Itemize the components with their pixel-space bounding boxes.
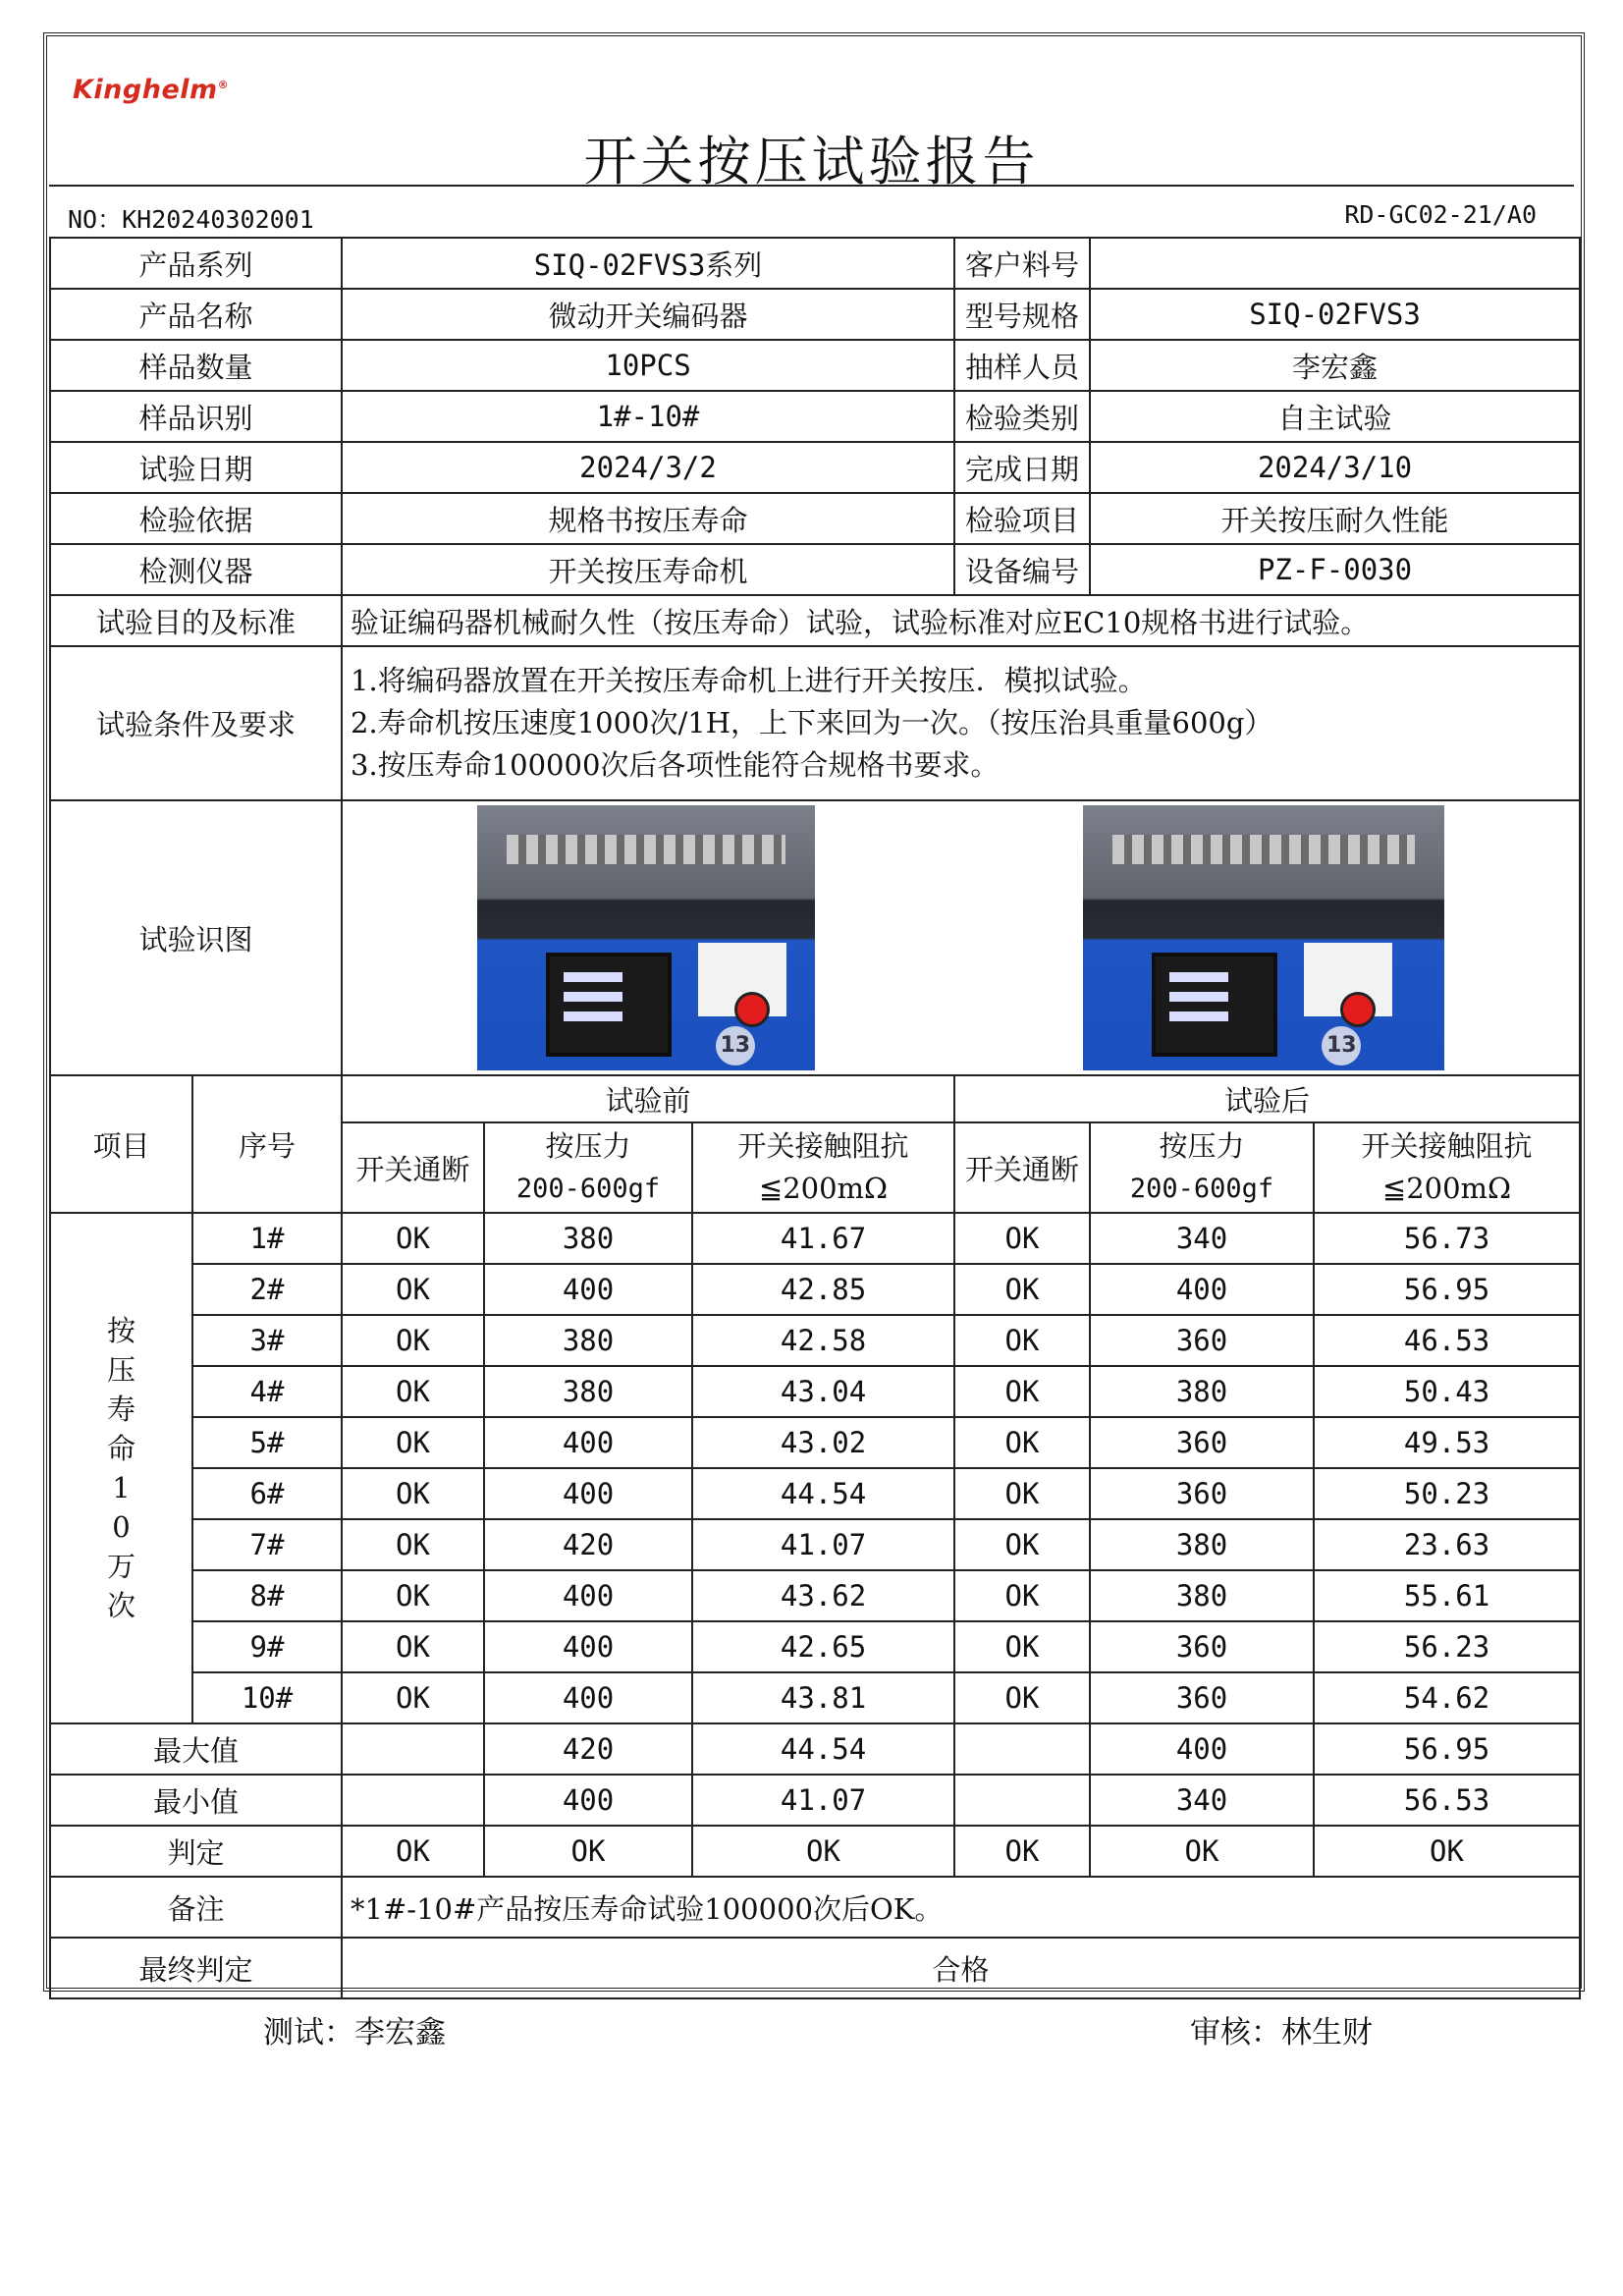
data-cell: 400 (484, 1570, 692, 1621)
data-cell: 43.81 (692, 1672, 954, 1723)
sample-qty-label: 样品数量 (50, 340, 342, 391)
table-row (50, 1213, 1580, 1264)
group-label-char: 万 (106, 1550, 135, 1583)
conditions-value (342, 646, 1580, 800)
data-cell: 380 (1090, 1519, 1314, 1570)
data-cell: OK (954, 1570, 1090, 1621)
data-cell: 56.95 (1314, 1264, 1580, 1315)
photo-badge: 13 (1322, 1026, 1361, 1066)
seq-cell: 9# (192, 1621, 342, 1672)
judge-cell: OK (692, 1826, 954, 1877)
group-label-char: 0 (112, 1510, 131, 1544)
condition-line: 2.寿命机按压速度1000次/1H，上下来回为一次。（按压治具重量600g） (351, 706, 1273, 739)
min-cell: 56.53 (1314, 1775, 1580, 1826)
reviewer-signature: 审核：林生财 (1190, 2015, 1373, 2050)
data-cell: OK (954, 1519, 1090, 1570)
photo-cell (342, 800, 1580, 1075)
data-cell: 380 (484, 1315, 692, 1366)
table-row (50, 1468, 1580, 1519)
sample-id-label: 样品识别 (50, 391, 342, 442)
data-cell: 43.02 (692, 1417, 954, 1468)
judge-cell: OK (954, 1826, 1090, 1877)
data-cell: 55.61 (1314, 1570, 1580, 1621)
before-header: 试验前 (342, 1075, 954, 1122)
equip-no-value: PZ-F-0030 (1090, 544, 1580, 595)
table-row (50, 1570, 1580, 1621)
data-cell: 400 (484, 1417, 692, 1468)
min-cell: 41.07 (692, 1775, 954, 1826)
min-cell: 340 (1090, 1775, 1314, 1826)
data-cell: 44.54 (692, 1468, 954, 1519)
sample-qty-value: 10PCS (342, 340, 954, 391)
data-cell: 46.53 (1314, 1315, 1580, 1366)
test-photo-before (477, 805, 815, 1070)
product-name-value: 微动开关编码器 (342, 289, 954, 340)
group-label (50, 1213, 192, 1723)
emergency-button-icon (734, 992, 770, 1027)
data-cell: 360 (1090, 1468, 1314, 1519)
photo-badge: 13 (716, 1026, 755, 1066)
data-cell: 50.43 (1314, 1366, 1580, 1417)
seq-cell: 3# (192, 1315, 342, 1366)
col-force: 按压力 200-600gf (1090, 1122, 1314, 1213)
equip-no-label: 设备编号 (954, 544, 1090, 595)
data-cell: OK (954, 1672, 1090, 1723)
inspect-type-label: 检验类别 (954, 391, 1090, 442)
data-cell: 380 (1090, 1366, 1314, 1417)
doc-code: RD-GC02-21/A0 (1344, 200, 1537, 229)
basis-label: 检验依据 (50, 493, 342, 544)
judge-label: 判定 (50, 1826, 342, 1877)
seq-cell: 5# (192, 1417, 342, 1468)
data-cell: 41.07 (692, 1519, 954, 1570)
data-cell: OK (342, 1417, 484, 1468)
seq-header: 序号 (192, 1075, 342, 1213)
judge-cell: OK (1090, 1826, 1314, 1877)
seq-cell: 6# (192, 1468, 342, 1519)
photo-label: 试验识图 (50, 800, 342, 1075)
table-row (50, 1519, 1580, 1570)
data-cell: OK (342, 1468, 484, 1519)
finish-date-value: 2024/3/10 (1090, 442, 1580, 493)
model-value: SIQ-02FVS3 (1090, 289, 1580, 340)
data-cell: 380 (484, 1366, 692, 1417)
min-label: 最小值 (50, 1775, 342, 1826)
min-cell (342, 1775, 484, 1826)
sampler-value: 李宏鑫 (1090, 340, 1580, 391)
data-cell: OK (342, 1570, 484, 1621)
item-value: 开关按压耐久性能 (1090, 493, 1580, 544)
data-cell: 420 (484, 1519, 692, 1570)
data-cell: OK (342, 1672, 484, 1723)
item-header: 项目 (50, 1075, 192, 1213)
report-title: 开关按压试验报告 (583, 131, 1040, 192)
data-cell: OK (954, 1264, 1090, 1315)
max-cell (342, 1723, 484, 1775)
max-label: 最大值 (50, 1723, 342, 1775)
product-name-label: 产品名称 (50, 289, 342, 340)
finish-date-label: 完成日期 (954, 442, 1090, 493)
data-cell: OK (342, 1264, 484, 1315)
data-cell: 380 (484, 1213, 692, 1264)
data-cell: OK (342, 1621, 484, 1672)
company-logo: Kinghelm® (73, 75, 230, 105)
data-cell: 56.73 (1314, 1213, 1580, 1264)
group-label-char: 1 (112, 1471, 131, 1504)
data-cell: OK (342, 1519, 484, 1570)
data-cell: OK (954, 1417, 1090, 1468)
data-cell: 340 (1090, 1213, 1314, 1264)
seq-cell: 10# (192, 1672, 342, 1723)
data-cell: 400 (484, 1468, 692, 1519)
purpose-value: 验证编码器机械耐久性（按压寿命）试验，试验标准对应EC10规格书进行试验。 (342, 595, 1580, 646)
data-cell: 360 (1090, 1417, 1314, 1468)
data-cell: 42.58 (692, 1315, 954, 1366)
judge-cell: OK (1314, 1826, 1580, 1877)
doc-number-row (49, 185, 1574, 239)
max-cell: 400 (1090, 1723, 1314, 1775)
table-row (50, 1264, 1580, 1315)
judge-cell: OK (484, 1826, 692, 1877)
final-label: 最终判定 (50, 1938, 342, 1998)
group-label-char: 压 (106, 1353, 135, 1387)
table-row (50, 1366, 1580, 1417)
data-cell: OK (954, 1213, 1090, 1264)
test-photo-after (1083, 805, 1444, 1070)
data-cell: 56.23 (1314, 1621, 1580, 1672)
instrument-label: 检测仪器 (50, 544, 342, 595)
data-cell: 360 (1090, 1315, 1314, 1366)
sampler-label: 抽样人员 (954, 340, 1090, 391)
remark-value: *1#-10#产品按压寿命试验100000次后OK。 (342, 1877, 1580, 1938)
test-date-value: 2024/3/2 (342, 442, 954, 493)
data-cell: 400 (1090, 1264, 1314, 1315)
basis-value: 规格书按压寿命 (342, 493, 954, 544)
min-cell (954, 1775, 1090, 1826)
data-cell: 41.67 (692, 1213, 954, 1264)
data-cell: 360 (1090, 1621, 1314, 1672)
seq-cell: 1# (192, 1213, 342, 1264)
group-label-char: 按 (106, 1314, 135, 1347)
seq-cell: 4# (192, 1366, 342, 1417)
sample-id-value: 1#-10# (342, 391, 954, 442)
data-cell: 380 (1090, 1570, 1314, 1621)
table-row (50, 1621, 1580, 1672)
data-cell: 43.62 (692, 1570, 954, 1621)
seq-cell: 7# (192, 1519, 342, 1570)
customer-pn-label: 客户料号 (954, 238, 1090, 289)
product-series-value: SIQ-02FVS3系列 (342, 238, 954, 289)
table-row (50, 1315, 1580, 1366)
seq-cell: 8# (192, 1570, 342, 1621)
col-res: 开关接触阻抗 ≦200mΩ (692, 1122, 954, 1213)
data-cell: 43.04 (692, 1366, 954, 1417)
customer-pn-value (1090, 238, 1580, 289)
data-cell: 54.62 (1314, 1672, 1580, 1723)
inspect-type-value: 自主试验 (1090, 391, 1580, 442)
judge-cell: OK (342, 1826, 484, 1877)
remark-label: 备注 (50, 1877, 342, 1938)
table-row (50, 1417, 1580, 1468)
data-cell: OK (342, 1315, 484, 1366)
data-cell: OK (954, 1468, 1090, 1519)
data-cell: 400 (484, 1672, 692, 1723)
doc-number: NO：KH20240302001 (68, 205, 314, 234)
seq-cell: 2# (192, 1264, 342, 1315)
min-cell: 400 (484, 1775, 692, 1826)
data-cell: 42.85 (692, 1264, 954, 1315)
table-row (50, 1672, 1580, 1723)
max-cell (954, 1723, 1090, 1775)
product-series-label: 产品系列 (50, 238, 342, 289)
instrument-value: 开关按压寿命机 (342, 544, 954, 595)
after-header: 试验后 (954, 1075, 1580, 1122)
max-cell: 56.95 (1314, 1723, 1580, 1775)
item-label: 检验项目 (954, 493, 1090, 544)
data-cell: 400 (484, 1264, 692, 1315)
max-cell: 44.54 (692, 1723, 954, 1775)
conditions-label: 试验条件及要求 (50, 646, 342, 800)
data-cell: OK (954, 1366, 1090, 1417)
group-label-char: 次 (106, 1589, 135, 1622)
report-table (49, 237, 1581, 1999)
condition-line: 1.将编码器放置在开关按压寿命机上进行开关按压．模拟试验。 (351, 664, 1147, 697)
col-force: 按压力 200-600gf (484, 1122, 692, 1213)
final-value: 合格 (342, 1938, 1580, 1998)
data-cell: 23.63 (1314, 1519, 1580, 1570)
data-cell: 49.53 (1314, 1417, 1580, 1468)
emergency-button-icon (1340, 992, 1376, 1027)
tester-signature: 测试：李宏鑫 (263, 2015, 446, 2050)
test-date-label: 试验日期 (50, 442, 342, 493)
data-cell: 42.65 (692, 1621, 954, 1672)
group-label-char: 命 (106, 1432, 135, 1465)
data-cell: 400 (484, 1621, 692, 1672)
group-label-char: 寿 (106, 1393, 135, 1426)
model-label: 型号规格 (954, 289, 1090, 340)
col-res: 开关接触阻抗 ≦200mΩ (1314, 1122, 1580, 1213)
data-cell: OK (342, 1213, 484, 1264)
data-cell: OK (954, 1621, 1090, 1672)
data-cell: 50.23 (1314, 1468, 1580, 1519)
data-cell: OK (954, 1315, 1090, 1366)
data-cell: OK (342, 1366, 484, 1417)
col-onoff: 开关通断 (954, 1122, 1090, 1213)
max-cell: 420 (484, 1723, 692, 1775)
col-onoff: 开关通断 (342, 1122, 484, 1213)
purpose-label: 试验目的及标准 (50, 595, 342, 646)
condition-line: 3.按压寿命100000次后各项性能符合规格书要求。 (351, 748, 1000, 782)
data-cell: 360 (1090, 1672, 1314, 1723)
